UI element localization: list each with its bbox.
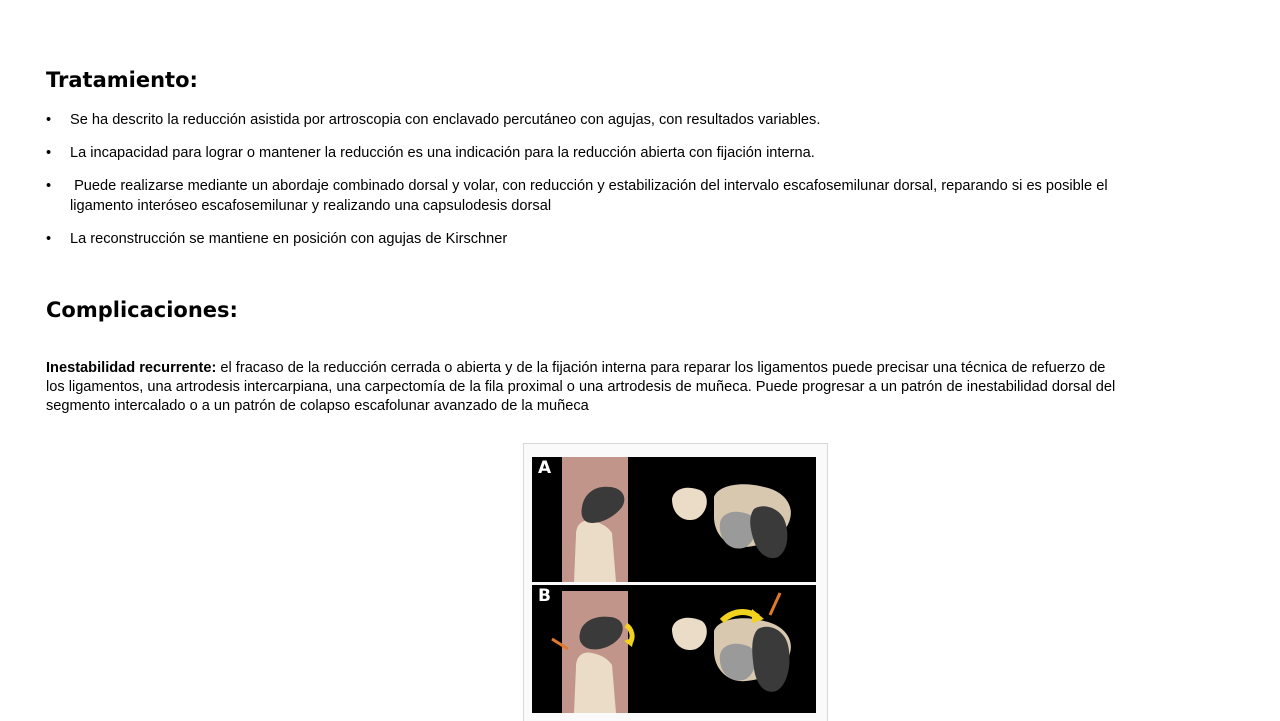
bullet-icon: • bbox=[46, 145, 52, 161]
complications-lead: Inestabilidad recurrente: bbox=[46, 360, 217, 376]
bullet-icon: • bbox=[46, 231, 52, 247]
panel-b-drawing bbox=[532, 585, 816, 713]
list-item bbox=[46, 229, 1116, 249]
list-item-text: La incapacidad para lograr o mantener la reducción es una indicación para la reducción abierta con fijación interna. bbox=[70, 145, 815, 161]
carpal-bone-dark bbox=[752, 627, 789, 692]
list-item-text: Se ha descrito la reducción asistida por artroscopia con enclavado percutáneo con agujas, con resultados variables. bbox=[70, 112, 821, 128]
list-item bbox=[46, 176, 1116, 216]
list-item-text: La reconstrucción se mantiene en posición con agujas de Kirschner bbox=[70, 231, 508, 247]
panel-a-drawing bbox=[532, 457, 816, 582]
carpal-bone-gray bbox=[720, 512, 756, 549]
complications-text: el fracaso de la reducción cerrada o abierta y de la fijación interna para reparar los ligamentos puede precisar una técnica de refuerzo de los ligamentos, una artrodesis intercarpiana, una carpectomía de la fila proximal o una artrodesis de muñeca. Puede progresar a un patrón de inestabilidad dorsal del segmento intercalado o a un patrón de colapso escafolunar avanzado de la muñeca bbox=[46, 360, 1116, 414]
treatment-list bbox=[46, 110, 1116, 262]
figure-panel-b bbox=[532, 585, 816, 713]
panel-b-label: B bbox=[538, 586, 551, 606]
panel-a-label: A bbox=[538, 458, 552, 478]
scaphoid-bone bbox=[672, 488, 707, 520]
wrist-illustration bbox=[523, 443, 828, 721]
bullet-icon: • bbox=[46, 178, 52, 194]
kirschner-wire-icon bbox=[770, 593, 780, 615]
treatment-title: Tratamiento: bbox=[46, 68, 198, 92]
list-item-text: Puede realizarse mediante un abordaje combinado dorsal y volar, con reducción y estabilización del intervalo escafosemilunar dorsal, reparando si es posible el ligamento interóseo escafosemilunar y realizando una capsulodesis dorsal bbox=[70, 178, 1112, 214]
list-item bbox=[46, 143, 1116, 163]
scaphoid-bone bbox=[672, 618, 707, 650]
bullet-icon: • bbox=[46, 112, 52, 128]
complications-paragraph bbox=[46, 359, 1116, 416]
list-item bbox=[46, 110, 1116, 130]
complications-title: Complicaciones: bbox=[46, 298, 238, 322]
figure-panel-a bbox=[532, 457, 816, 582]
